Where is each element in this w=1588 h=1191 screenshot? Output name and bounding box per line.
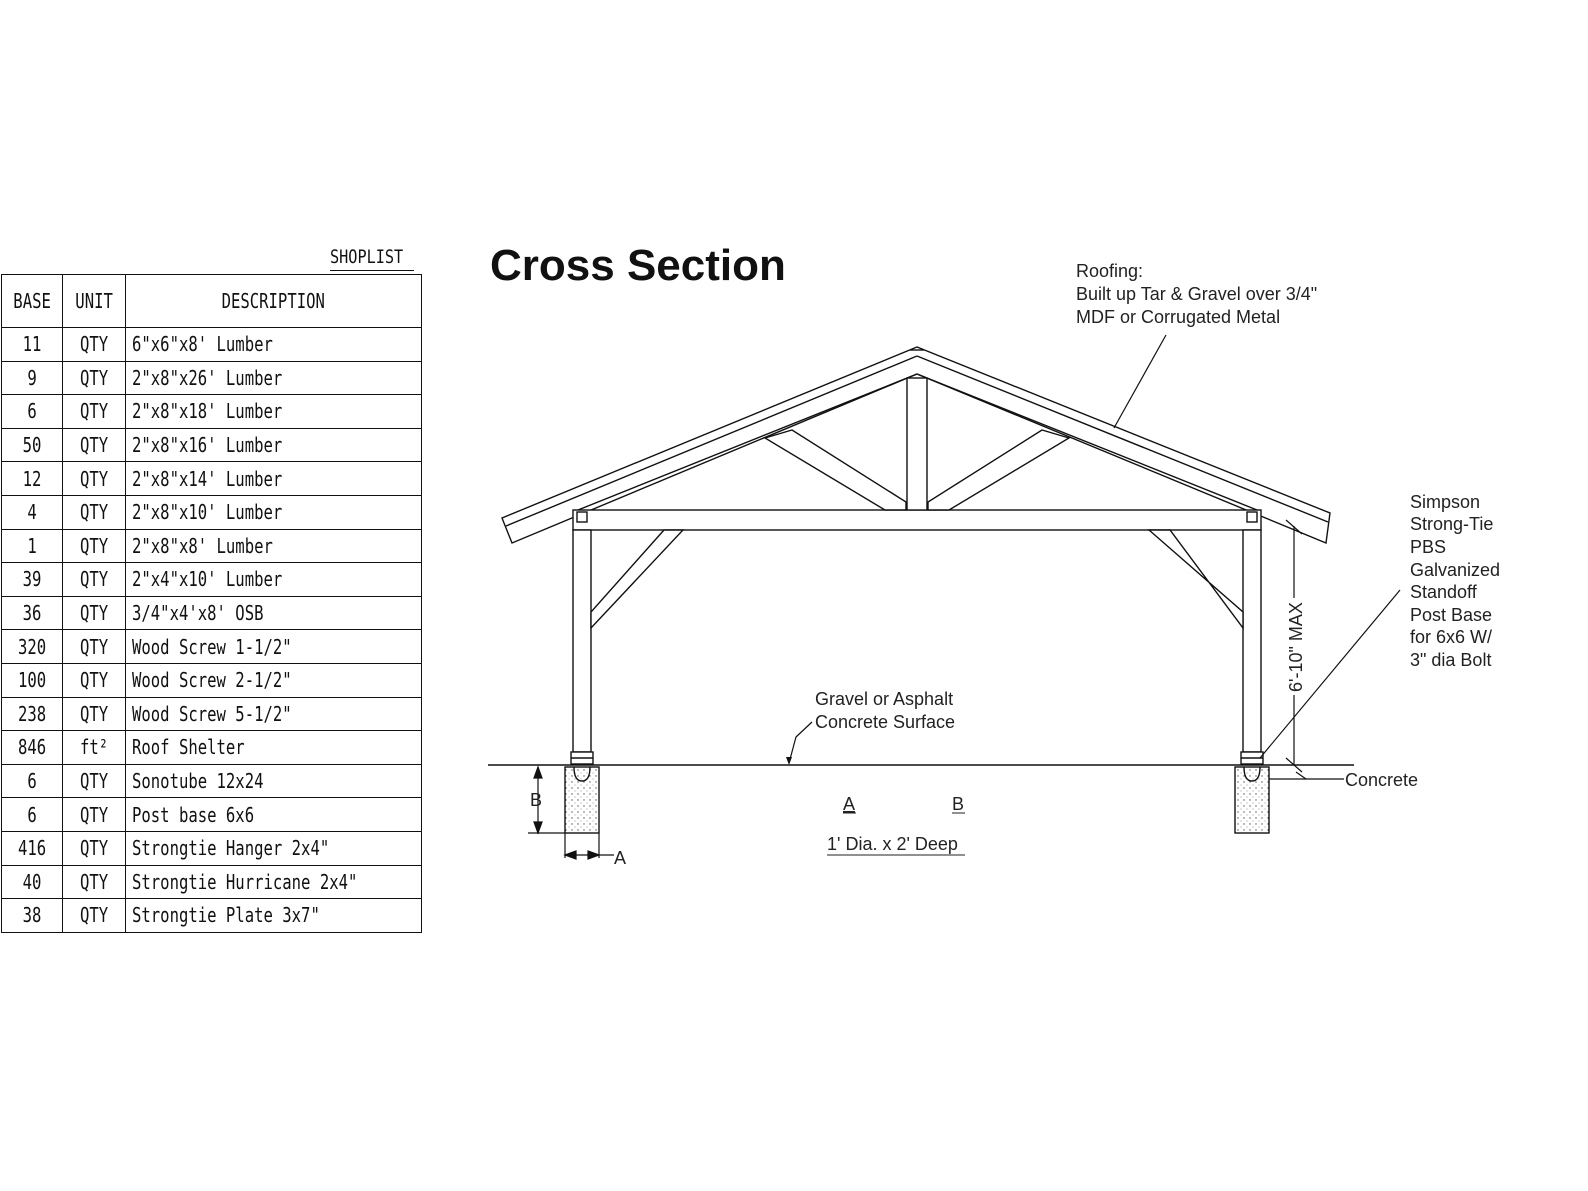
shoplist-cell-base: 6 bbox=[2, 798, 63, 832]
footing-left bbox=[565, 767, 599, 833]
roof-line-right bbox=[917, 356, 1328, 522]
shoplist-cell-description: Sonotube 12x24 bbox=[126, 764, 422, 798]
shoplist-cell-unit: QTY bbox=[63, 596, 126, 630]
shoplist-cell-base: 4 bbox=[2, 495, 63, 529]
shoplist-cell-base: 12 bbox=[2, 462, 63, 496]
web-left bbox=[765, 430, 906, 510]
post-base-note-line-7: for 6x6 W/ bbox=[1410, 627, 1493, 647]
shoplist-cell-description: Wood Screw 2-1/2" bbox=[126, 663, 422, 697]
surface-leader bbox=[789, 722, 812, 763]
roofing-note-line-2: Built up Tar & Gravel over 3/4" bbox=[1076, 284, 1318, 304]
shoplist-cell-description: 2"x8"x8' Lumber bbox=[126, 529, 422, 563]
shoplist-cell-unit: ft² bbox=[63, 731, 126, 765]
shoplist-cell-base: 846 bbox=[2, 731, 63, 765]
header-unit: UNIT bbox=[63, 275, 126, 328]
surface-note bbox=[815, 689, 955, 732]
shoplist-cell-description: 2"x8"x10' Lumber bbox=[126, 495, 422, 529]
shoplist-cell-unit: QTY bbox=[63, 697, 126, 731]
header-description: DESCRIPTION bbox=[126, 275, 422, 328]
shoplist-cell-unit: QTY bbox=[63, 495, 126, 529]
shoplist-cell-description: Strongtie Hanger 2x4" bbox=[126, 831, 422, 865]
post-left bbox=[573, 530, 591, 752]
surface-note-line-2: Concrete Surface bbox=[815, 712, 956, 732]
knee-brace-left bbox=[591, 530, 683, 628]
shoplist-cell-description: 2"x8"x26' Lumber bbox=[126, 361, 422, 395]
roofing-note bbox=[1076, 261, 1317, 327]
post-right bbox=[1243, 530, 1261, 752]
shoplist-cell-unit: QTY bbox=[63, 798, 126, 832]
shoplist-cell-description: Post base 6x6 bbox=[126, 798, 422, 832]
shoplist-cell-unit: QTY bbox=[63, 899, 126, 933]
footing-size-label: 1' Dia. x 2' Deep bbox=[827, 834, 958, 854]
roofing-leader bbox=[1114, 335, 1166, 428]
shoplist-cell-unit: QTY bbox=[63, 462, 126, 496]
dimension-b-label: B bbox=[530, 790, 543, 810]
post-base-note-line-4: Galvanized bbox=[1410, 560, 1501, 580]
concrete-label: Concrete bbox=[1345, 770, 1419, 790]
dimension-a-label: A bbox=[614, 848, 627, 868]
shoplist-cell-base: 1 bbox=[2, 529, 63, 563]
shoplist-cell-unit: QTY bbox=[63, 630, 126, 664]
shoplist-cell-unit: QTY bbox=[63, 764, 126, 798]
shoplist-cell-description: Wood Screw 1-1/2" bbox=[126, 630, 422, 664]
roofing-note-line-3: MDF or Corrugated Metal bbox=[1076, 307, 1281, 327]
shoplist-cell-base: 6 bbox=[2, 764, 63, 798]
shoplist-cell-description: 2"x4"x10' Lumber bbox=[126, 563, 422, 597]
shoplist-cell-unit: QTY bbox=[63, 428, 126, 462]
shoplist-cell-description: 3/4"x4'x8' OSB bbox=[126, 596, 422, 630]
tie-beam bbox=[573, 510, 1261, 530]
surface-note-line-1: Gravel or Asphalt bbox=[815, 689, 954, 709]
roofing-note-line-1: Roofing: bbox=[1076, 261, 1144, 281]
shoplist-cell-description: Strongtie Plate 3x7" bbox=[126, 899, 422, 933]
king-post bbox=[907, 378, 927, 510]
post-base-note-line-1: Simpson bbox=[1410, 492, 1481, 512]
web-right bbox=[928, 430, 1069, 510]
shoplist-cell-description: 6"x6"x8' Lumber bbox=[126, 328, 422, 362]
shoplist-cell-description: 2"x8"x16' Lumber bbox=[126, 428, 422, 462]
shoplist-cell-description: 2"x8"x18' Lumber bbox=[126, 395, 422, 429]
shoplist-title: SHOPLIST bbox=[330, 246, 414, 271]
shoplist-cell-unit: QTY bbox=[63, 361, 126, 395]
shoplist-cell-base: 238 bbox=[2, 697, 63, 731]
shoplist-cell-unit: QTY bbox=[63, 865, 126, 899]
footing-legend-b: B bbox=[952, 794, 965, 814]
roof-line-left bbox=[506, 356, 917, 526]
shoplist-cell-base: 11 bbox=[2, 328, 63, 362]
shoplist-cell-unit: QTY bbox=[63, 831, 126, 865]
shoplist-cell-base: 9 bbox=[2, 361, 63, 395]
shoplist-cell-unit: QTY bbox=[63, 395, 126, 429]
shoplist-cell-base: 416 bbox=[2, 831, 63, 865]
post-base-note-line-8: 3" dia Bolt bbox=[1410, 650, 1492, 670]
shoplist-cell-description: Wood Screw 5-1/2" bbox=[126, 697, 422, 731]
shoplist-cell-description: 2"x8"x14' Lumber bbox=[126, 462, 422, 496]
knee-brace-right bbox=[1149, 530, 1243, 628]
shoplist-cell-unit: QTY bbox=[63, 563, 126, 597]
shoplist-cell-description: Strongtie Hurricane 2x4" bbox=[126, 865, 422, 899]
shoplist-cell-base: 39 bbox=[2, 563, 63, 597]
shoplist-cell-unit: QTY bbox=[63, 663, 126, 697]
footing-right bbox=[1235, 767, 1269, 833]
dimension-a bbox=[565, 833, 614, 859]
shoplist-cell-description: Roof Shelter bbox=[126, 731, 422, 765]
shoplist-cell-unit: QTY bbox=[63, 328, 126, 362]
post-base-note-line-5: Standoff bbox=[1410, 582, 1477, 602]
post-base-note-line-3: PBS bbox=[1410, 537, 1447, 557]
post-base-leader bbox=[1260, 590, 1400, 758]
footings bbox=[565, 767, 1269, 833]
shoplist-cell-base: 6 bbox=[2, 395, 63, 429]
drawing-title: Cross Section bbox=[490, 241, 786, 290]
shoplist-cell-base: 36 bbox=[2, 596, 63, 630]
post-base-note-line-2: Strong-Tie bbox=[1410, 514, 1494, 534]
height-dimension-label: 6'-10" MAX bbox=[1286, 602, 1306, 692]
shoplist-cell-base: 40 bbox=[2, 865, 63, 899]
post-base-note-line-6: Post Base bbox=[1410, 605, 1493, 625]
shoplist-cell-base: 100 bbox=[2, 663, 63, 697]
shoplist-cell-base: 320 bbox=[2, 630, 63, 664]
shoplist-cell-base: 38 bbox=[2, 899, 63, 933]
post-base-note bbox=[1410, 492, 1500, 670]
footing-legend-a: A bbox=[843, 794, 856, 814]
header-base: BASE bbox=[2, 275, 63, 328]
shoplist-cell-base: 50 bbox=[2, 428, 63, 462]
shoplist-cell-unit: QTY bbox=[63, 529, 126, 563]
